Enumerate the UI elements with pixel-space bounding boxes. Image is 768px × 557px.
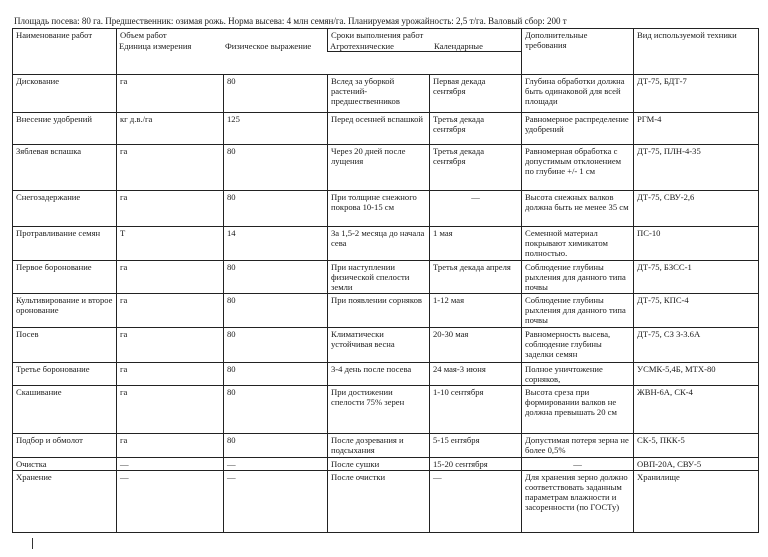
cell-physical: 80 bbox=[224, 327, 328, 362]
header-unit: Единица измерения bbox=[119, 41, 192, 51]
cell-physical: — bbox=[224, 457, 328, 470]
cell-name: Дискование bbox=[13, 74, 117, 112]
cell-requirements: Высота среза при формировании валков не должна превышать 20 см bbox=[522, 385, 634, 433]
cell-requirements: Соблюдение глубины рыхления для данного типа почвы bbox=[522, 260, 634, 293]
cell-requirements: Соблюдение глубины рыхления для данного типа почвы bbox=[522, 293, 634, 327]
cell-tech: СК-5, ПКК-5 bbox=[634, 433, 759, 457]
cell-physical: 80 bbox=[224, 385, 328, 433]
header-volume-group bbox=[117, 29, 328, 52]
summary-line: Площадь посева: 80 га. Предшественник: озимая рожь. Норма высева: 4 млн семян/га. Планируемая урожайность: 2,5 т/га. Валовый сбор: 200 т bbox=[14, 16, 567, 26]
cell-calendar: — bbox=[430, 470, 522, 532]
cell-calendar: 1-10 сентября bbox=[430, 385, 522, 433]
cell-requirements: Равномерное распределение удобрений bbox=[522, 112, 634, 144]
cell-agro: Климатически устойчивая весна bbox=[328, 327, 430, 362]
cell-agro: При достижении спелости 75% зерен bbox=[328, 385, 430, 433]
cell-unit: Т bbox=[117, 226, 224, 260]
table-row bbox=[13, 190, 759, 226]
cell-requirements: — bbox=[522, 457, 634, 470]
cell-unit: га bbox=[117, 293, 224, 327]
header-agro: Агротехнические bbox=[330, 41, 394, 51]
table-row bbox=[13, 144, 759, 190]
cell-agro: При появлении сорняков bbox=[328, 293, 430, 327]
cell-agro: После дозревания и подсыхания bbox=[328, 433, 430, 457]
cell-unit: — bbox=[117, 470, 224, 532]
cell-name: Снегозадержание bbox=[13, 190, 117, 226]
cell-tech: ПС-10 bbox=[634, 226, 759, 260]
cell-tech: Хранилище bbox=[634, 470, 759, 532]
header-terms: Сроки выполнения работ bbox=[331, 30, 424, 40]
cell-physical: 80 bbox=[224, 433, 328, 457]
cell-unit: га bbox=[117, 385, 224, 433]
cell-tech: УСМК-5,4Б, МТХ-80 bbox=[634, 362, 759, 385]
cell-physical: 80 bbox=[224, 293, 328, 327]
cell-unit: кг д.в./га bbox=[117, 112, 224, 144]
cell-agro: Вслед за уборкой растений-предшественников bbox=[328, 74, 430, 112]
cell-name: Подбор и обмолот bbox=[13, 433, 117, 457]
cell-tech: РГМ-4 bbox=[634, 112, 759, 144]
text-cursor bbox=[32, 538, 33, 549]
cell-requirements: Равномерность высева, соблюдение глубины заделки семян bbox=[522, 327, 634, 362]
cell-requirements: Равномерная обработка с допустимым отклонением по глубине +/- 1 см bbox=[522, 144, 634, 190]
table-row bbox=[13, 260, 759, 293]
cell-unit: га bbox=[117, 433, 224, 457]
cell-agro: Через 20 дней после лущения bbox=[328, 144, 430, 190]
cell-calendar: — bbox=[430, 190, 522, 226]
cell-tech: ДТ-75, БЗСС-1 bbox=[634, 260, 759, 293]
cell-calendar: Третья декада сентября bbox=[430, 144, 522, 190]
cell-unit: га bbox=[117, 362, 224, 385]
cell-requirements: Для хранения зерно должно соответствовать заданным параметрам влажности и засоренности (по ГОСТу) bbox=[522, 470, 634, 532]
cell-physical: 125 bbox=[224, 112, 328, 144]
cell-name: Культивирование и второе оронование bbox=[13, 293, 117, 327]
cell-tech: ЖВН-6А, СК-4 bbox=[634, 385, 759, 433]
table-row bbox=[13, 385, 759, 433]
cell-requirements: Полное уничтожение сорняков, bbox=[522, 362, 634, 385]
cell-calendar: Первая декада сентября bbox=[430, 74, 522, 112]
table-row bbox=[13, 74, 759, 112]
header-requirements: Дополнительные требования bbox=[522, 29, 634, 75]
header-terms-group bbox=[328, 29, 522, 52]
cell-tech: ДТ-75, СЗ 3-3.6А bbox=[634, 327, 759, 362]
cell-unit: га bbox=[117, 190, 224, 226]
cell-physical: 80 bbox=[224, 74, 328, 112]
table-row bbox=[13, 327, 759, 362]
header-row bbox=[13, 29, 759, 52]
cell-unit: га bbox=[117, 327, 224, 362]
cell-calendar: 20-30 мая bbox=[430, 327, 522, 362]
cell-physical: 80 bbox=[224, 362, 328, 385]
cell-calendar: Третья декада сентября bbox=[430, 112, 522, 144]
cell-calendar: 5-15 ентября bbox=[430, 433, 522, 457]
cell-name: Очистка bbox=[13, 457, 117, 470]
header-physical: Физическое выражение bbox=[225, 41, 312, 51]
cell-calendar: 1 мая bbox=[430, 226, 522, 260]
cell-unit: га bbox=[117, 74, 224, 112]
table-row bbox=[13, 362, 759, 385]
cell-agro: За 1,5-2 месяца до начала сева bbox=[328, 226, 430, 260]
table-row bbox=[13, 293, 759, 327]
cell-name: Зяблевая вспашка bbox=[13, 144, 117, 190]
cell-calendar: 24 мая-3 июня bbox=[430, 362, 522, 385]
header-volume: Объем работ bbox=[120, 30, 167, 40]
cell-requirements: Высота снежных валков должна быть не менее 35 см bbox=[522, 190, 634, 226]
table-row bbox=[13, 112, 759, 144]
cell-name: Посев bbox=[13, 327, 117, 362]
cell-tech: ДТ-75, ПЛН-4-35 bbox=[634, 144, 759, 190]
cell-unit: — bbox=[117, 457, 224, 470]
cell-agro: После сушки bbox=[328, 457, 430, 470]
cell-tech: ДТ-75, БДТ-7 bbox=[634, 74, 759, 112]
cell-calendar: 1-12 мая bbox=[430, 293, 522, 327]
cell-name: Первое боронование bbox=[13, 260, 117, 293]
cell-physical: 14 bbox=[224, 226, 328, 260]
cell-name: Хранение bbox=[13, 470, 117, 532]
table-row bbox=[13, 433, 759, 457]
table-row bbox=[13, 470, 759, 532]
cell-calendar: 15-20 сентября bbox=[430, 457, 522, 470]
work-plan-table bbox=[12, 28, 759, 533]
cell-name: Третье боронование bbox=[13, 362, 117, 385]
cell-physical: 80 bbox=[224, 260, 328, 293]
cell-physical: 80 bbox=[224, 190, 328, 226]
cell-agro: Перед осенней вспашкой bbox=[328, 112, 430, 144]
cell-name: Скашивание bbox=[13, 385, 117, 433]
cell-tech: ОВП-20А, СВУ-5 bbox=[634, 457, 759, 470]
cell-name: Протравливание семян bbox=[13, 226, 117, 260]
cell-unit: га bbox=[117, 260, 224, 293]
cell-tech: ДТ-75, КПС-4 bbox=[634, 293, 759, 327]
cell-tech: ДТ-75, СВУ-2,6 bbox=[634, 190, 759, 226]
document bbox=[12, 16, 758, 533]
header-tech: Вид используемой техники bbox=[634, 29, 759, 75]
cell-agro: 3-4 день после посева bbox=[328, 362, 430, 385]
cell-agro: При толщине снежного покрова 10-15 см bbox=[328, 190, 430, 226]
cell-requirements: Допустимая потеря зерна не более 0,5% bbox=[522, 433, 634, 457]
cell-unit: га bbox=[117, 144, 224, 190]
cell-agro: При наступлении физической спелости земли bbox=[328, 260, 430, 293]
cell-requirements: Глубина обработки должна быть одинаковой для всей площади bbox=[522, 74, 634, 112]
header-calendar: Календарные bbox=[434, 41, 483, 51]
cell-name: Внесение удобрений bbox=[13, 112, 117, 144]
cell-agro: После очистки bbox=[328, 470, 430, 532]
cell-requirements: Семенной материал покрывают химикатом полностью. bbox=[522, 226, 634, 260]
cell-physical: 80 bbox=[224, 144, 328, 190]
cell-calendar: Третья декада апреля bbox=[430, 260, 522, 293]
table-row bbox=[13, 457, 759, 470]
cell-physical: — bbox=[224, 470, 328, 532]
header-name: Наименование работ bbox=[13, 29, 117, 75]
table-row bbox=[13, 226, 759, 260]
